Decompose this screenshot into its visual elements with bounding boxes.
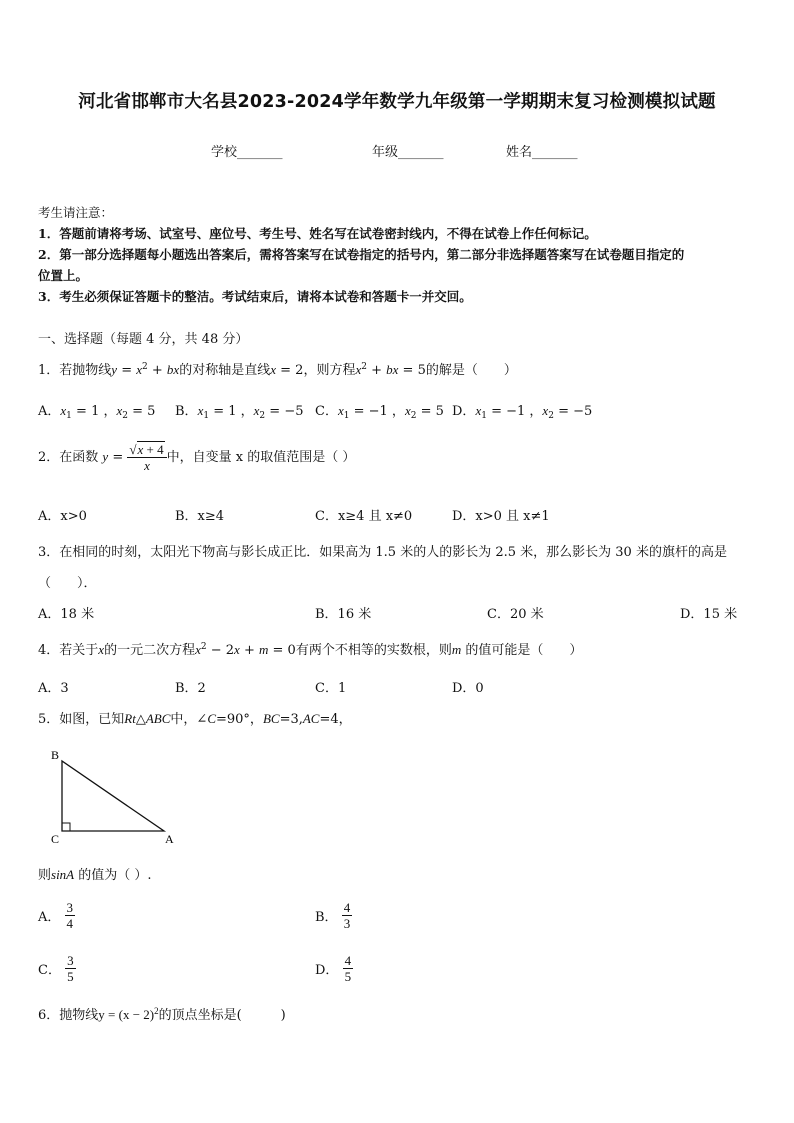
question-6: 6．抛物线$y = (x - 2)^2$的顶点坐标是( ) [38, 1006, 286, 1023]
vertex-label-a: A [165, 832, 174, 846]
q5-option-a: A． $\frac{3}{4}$ [38, 900, 74, 931]
section-heading: 一、选择题（每题 4 分，共 48 分） [38, 332, 249, 347]
page-title: 河北省邯郸市大名县2023-2024学年数学九年级第一学期期末复习检测模拟试题 [78, 92, 716, 112]
grade-field: 年级_______ [372, 145, 444, 160]
q5-c-numerator: 3 [67, 953, 74, 968]
notice-heading: 考生请注意： [38, 205, 114, 220]
q2-option-c: C．x≥4 且 x≠0 [315, 509, 413, 524]
q5-b-denominator: 3 [343, 916, 351, 931]
vertex-label-c: C [51, 832, 60, 846]
q4-option-a: A．3 [38, 681, 69, 696]
question-5: 5．如图，已知Rt△ABC中，∠C=90°，BC=3,AC=4， [38, 711, 352, 727]
q1-option-a: A．$x_1 = 1$ ，$x_2 = 5$ [38, 403, 156, 421]
q5-a-numerator: 3 [66, 900, 74, 915]
q5-option-c: C． $\frac{3}{5}$ [38, 953, 74, 984]
q2-option-d: D．x>0 且 x≠1 [452, 509, 550, 524]
q1-text-1: 1．若抛物线 [38, 363, 112, 378]
q2-text-1: 2．在函数 [38, 450, 99, 465]
question-2: 2．在函数 y = $\frac{√x + 4}{x}$ 中，自变量 x 的取值范围是（ ） [38, 442, 356, 473]
q1-formula-parabola: y [111, 362, 118, 377]
q5-a-denominator: 4 [66, 916, 74, 931]
q5-text-1: 5．如图，已知 [38, 712, 125, 727]
question-3-line-2: （ ）． [38, 576, 97, 591]
q1-option-c: C．$x_1 = -1$ ，$x_2 = 5$ [315, 403, 444, 421]
q1-text-2: 的对称轴是直线 [179, 363, 271, 378]
q3-option-a: A．18 米 [38, 607, 95, 622]
notice-item-2-cont: 位置上。 [38, 268, 89, 283]
q2-option-b: B．x≥4 [175, 509, 225, 524]
q1-text-4: 的解是（ ） [425, 363, 517, 378]
vertex-label-b: B [51, 748, 60, 762]
q3-option-d: D．15 米 [680, 607, 738, 622]
q6-text-2: 的顶点坐标是( ) [158, 1008, 286, 1023]
q6-text-1: 6．抛物线 [38, 1008, 99, 1023]
q1-option-b: B．$x_1 = 1$ ，$x_2 = -5$ [175, 403, 304, 421]
notice-item-3: 3．考生必须保证答题卡的整洁。考试结束后，请将本试卷和答题卡一并交回。 [38, 289, 472, 304]
q2-option-a: A．x>0 [38, 509, 87, 524]
q5-b-numerator: 4 [343, 900, 351, 915]
q4-option-b: B．2 [175, 681, 206, 696]
triangle-abc [62, 761, 164, 831]
q4-text-4: 的值可能是（ ） [465, 643, 583, 658]
q4-text-2: 的一元二次方程 [104, 643, 196, 658]
q5-text-2: 中， [170, 712, 197, 727]
q5-ask: 则sinA 的值为（ ）. [38, 867, 152, 883]
q3-option-b: B．16 米 [315, 607, 372, 622]
q4-text-1: 4．若关于 [38, 643, 99, 658]
question-1: 1．若抛物线$y = x^2$ + bx的对称轴是直线x = 2，则方程$x^2$ + bx = 5的解是（ ） [38, 362, 517, 378]
notice-item-2: 2．第一部分选择题每小题选出答案后，需将答案写在试卷指定的括号内，第二部分非选择题答案写在试卷题目指定的 [38, 247, 685, 262]
right-angle-mark [62, 823, 70, 831]
q1-text-3: ，则方程 [303, 363, 356, 378]
q2-text-2: 中，自变量 x 的取值范围是（ ） [166, 450, 356, 465]
q3-option-c: C．20 米 [487, 607, 544, 622]
q4-option-c: C．1 [315, 681, 347, 696]
q5-d-denominator: 5 [344, 969, 352, 984]
q1-option-d: D．$x_1 = -1$ ，$x_2 = -5$ [452, 403, 593, 421]
q5-text-3: ， [338, 712, 352, 727]
right-triangle-figure [40, 745, 190, 850]
q2-fraction: $\frac{√x + 4}{x}$ [127, 442, 166, 473]
q5-d-numerator: 4 [344, 953, 352, 968]
q4-text-3: 有两个不相等的实数根，则 [295, 643, 452, 658]
q5-option-b: B． $\frac{4}{3}$ [315, 900, 351, 931]
question-4: 4．若关于x的一元二次方程$x^2 - 2x + m = 0$有两个不相等的实数根，则m 的值可能是（ ） [38, 642, 583, 658]
q5-c-denominator: 5 [67, 969, 74, 984]
question-3-line-1: 3．在相同的时刻，太阳光下物高与影长成正比．如果高为 1.5 米的人的影长为 2.5 米，那么影长为 30 米的旗杆的高是 [38, 545, 727, 560]
school-field: 学校_______ [211, 145, 283, 160]
notice-item-1: 1．答题前请将考场、试室号、座位号、考生号、姓名写在试卷密封线内，不得在试卷上作任何标记。 [38, 226, 597, 241]
q5-option-d: D． $\frac{4}{5}$ [315, 953, 352, 984]
name-field: 姓名_______ [506, 145, 578, 160]
q4-option-d: D．0 [452, 681, 484, 696]
